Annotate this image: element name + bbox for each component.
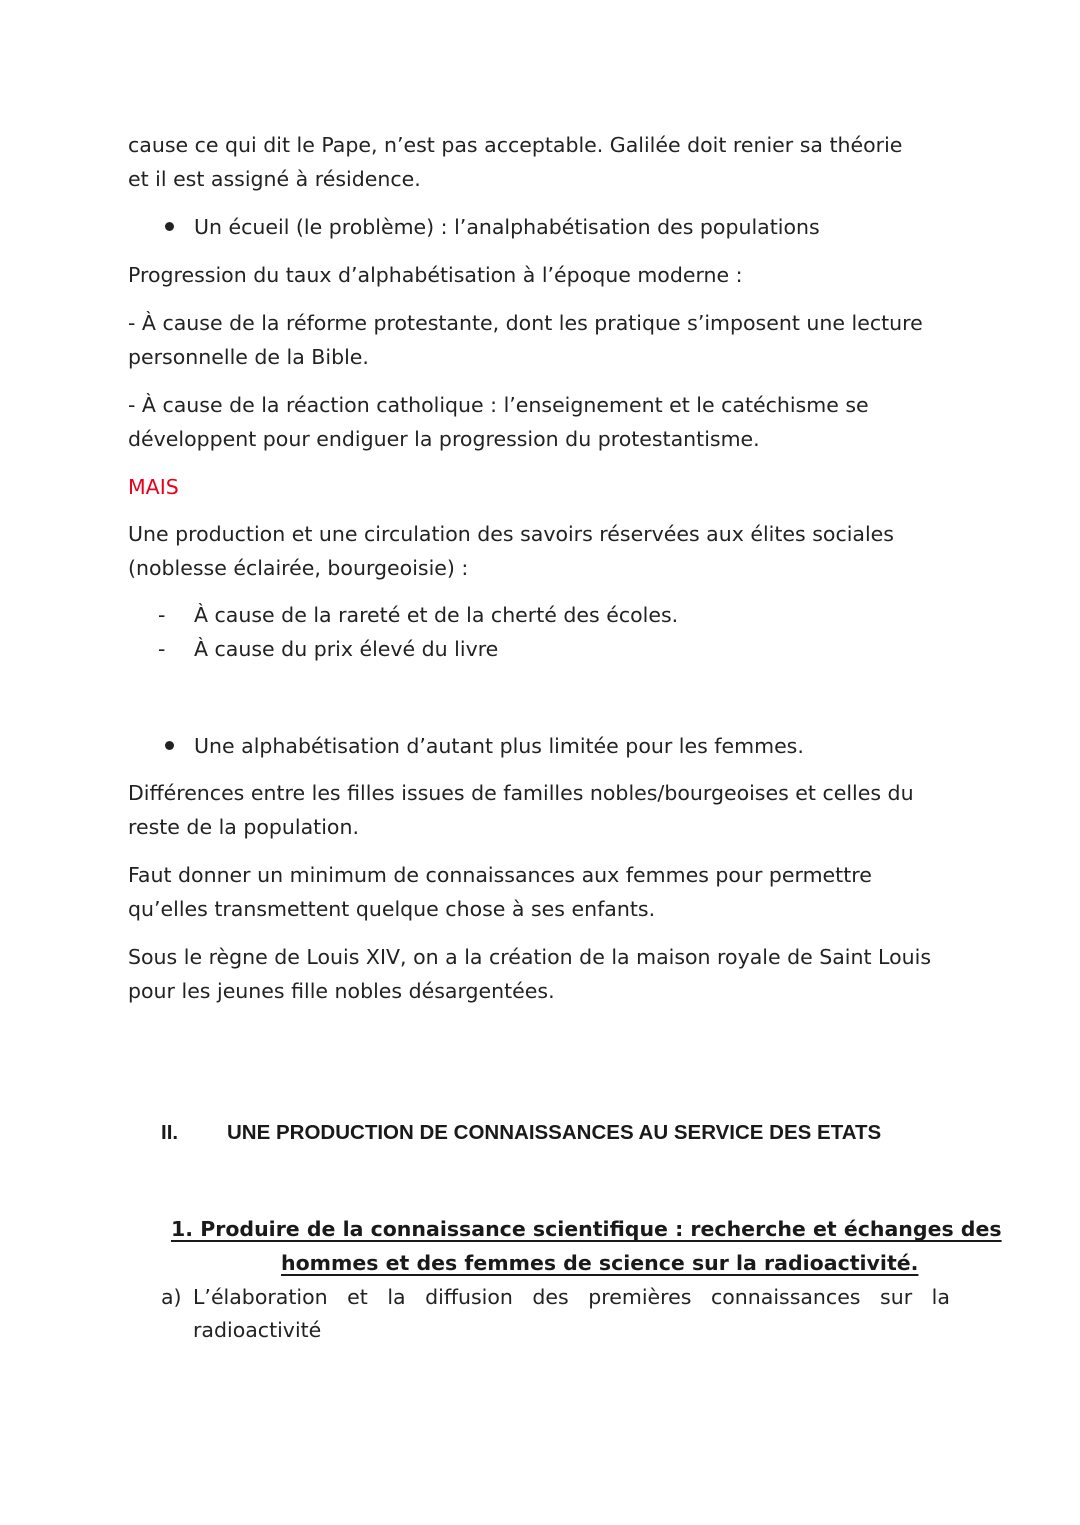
subsection-title-line-2: hommes et des femmes de science sur la radioactivité.: [281, 1251, 919, 1275]
production-line-2: (noblesse éclairée, bourgeoisie) :: [128, 556, 469, 580]
reaction-line-2: développent pour endiguer la progression du protestantisme.: [128, 427, 760, 451]
item-a-word: connaissances: [710, 1285, 861, 1309]
dash-marker: -: [158, 637, 166, 661]
item-a-word: sur: [880, 1285, 913, 1309]
item-a-word: premières: [588, 1285, 692, 1309]
differences-line-1: Différences entre les filles issues de familles nobles/bourgeoises et celles du: [128, 781, 914, 805]
section-number: II.: [161, 1121, 179, 1144]
differences-line-2: reste de la population.: [128, 815, 359, 839]
item-a-word: L’élaboration: [193, 1285, 328, 1309]
item-a-label: a): [161, 1285, 182, 1309]
faut-donner-line-2: qu’elles transmettent quelque chose à ses enfants.: [128, 897, 656, 921]
production-line-1: Une production et une circulation des savoirs réservées aux élites sociales: [128, 522, 894, 546]
reforme-line-2: personnelle de la Bible.: [128, 345, 369, 369]
mais-label: MAIS: [128, 475, 179, 499]
faut-donner-line-1: Faut donner un minimum de connaissances aux femmes pour permettre: [128, 863, 872, 887]
item-a-line-2: radioactivité: [193, 1318, 322, 1342]
reaction-line-1: - À cause de la réaction catholique : l’enseignement et le catéchisme se: [128, 393, 869, 417]
section-title: UNE PRODUCTION DE CONNAISSANCES AU SERVICE DES ETATS: [227, 1121, 882, 1144]
item-a-word: diffusion: [425, 1285, 513, 1309]
progression-title: Progression du taux d’alphabétisation à l’époque moderne :: [128, 263, 743, 287]
reforme-line-1: - À cause de la réforme protestante, dont les pratique s’imposent une lecture: [128, 311, 923, 335]
paragraph-galilee-line-1: cause ce qui dit le Pape, n’est pas acceptable. Galilée doit renier sa théorie: [128, 133, 903, 157]
dash-item-ecoles: À cause de la rareté et de la cherté des écoles.: [194, 603, 679, 627]
item-a-word: des: [532, 1285, 569, 1309]
bullet-dot-icon: [165, 222, 174, 231]
item-a-line-1: [193, 1280, 950, 1314]
item-a-word: et: [347, 1285, 368, 1309]
bullet-femmes: Une alphabétisation d’autant plus limitée pour les femmes.: [194, 734, 804, 758]
subsection-title-line-1: 1. Produire de la connaissance scientifique : recherche et échanges des: [171, 1217, 1002, 1241]
dash-marker: -: [158, 603, 166, 627]
bullet-dot-icon: [165, 741, 174, 750]
item-a-word: la: [387, 1285, 406, 1309]
louis-line-2: pour les jeunes fille nobles désargentées.: [128, 979, 555, 1003]
bullet-ecueil: Un écueil (le problème) : l’analphabétisation des populations: [194, 215, 820, 239]
louis-line-1: Sous le règne de Louis XIV, on a la création de la maison royale de Saint Louis: [128, 945, 932, 969]
paragraph-galilee-line-2: et il est assigné à résidence.: [128, 167, 421, 191]
item-a-word: la: [931, 1285, 950, 1309]
dash-item-livre: À cause du prix élevé du livre: [194, 637, 499, 661]
